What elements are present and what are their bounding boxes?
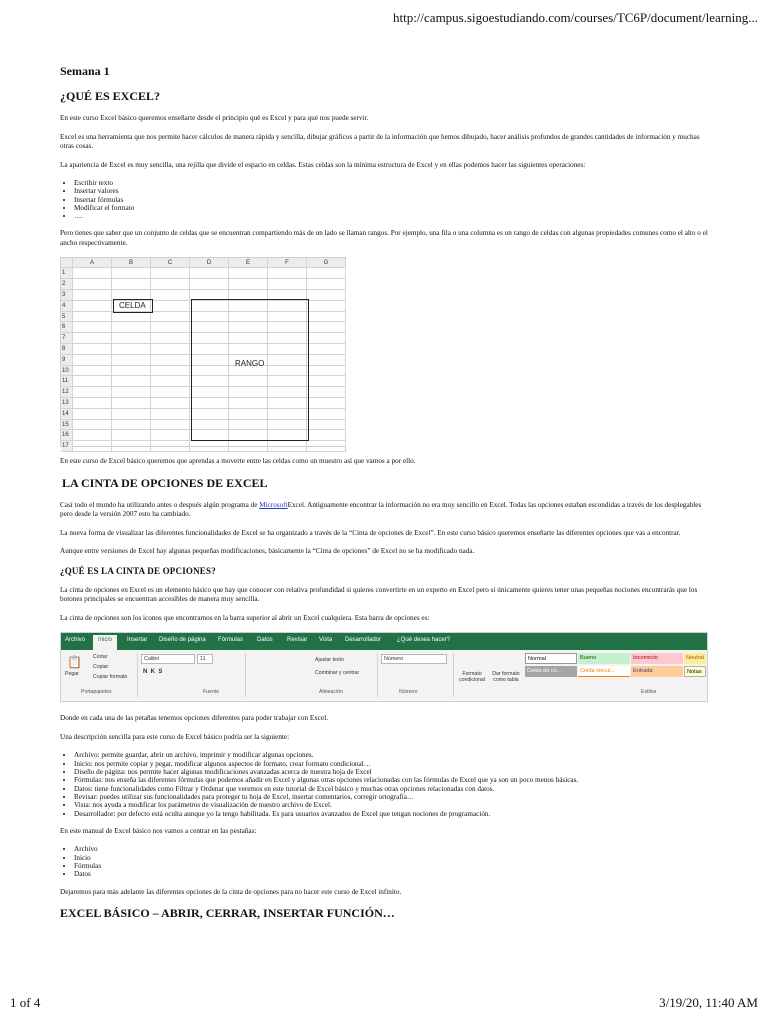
grid-cell	[151, 333, 190, 344]
font-style-buttons: N K S	[143, 669, 163, 676]
tab-formulas: Fórmulas	[218, 637, 244, 644]
grid-cell	[307, 430, 346, 441]
style-incorrecto: Incorrecto	[631, 653, 683, 664]
grid-cell	[73, 279, 112, 290]
row-header: 9	[61, 355, 73, 366]
column-header: E	[229, 258, 268, 268]
column-header: A	[73, 258, 112, 268]
cut-label: Cortar	[93, 654, 108, 661]
row-header: 4	[61, 301, 73, 312]
range-highlight-box	[191, 299, 309, 441]
grid-cell	[73, 387, 112, 398]
page-url: http://campus.sigoestudiando.com/courses/TC6P/document/learning...	[392, 10, 758, 25]
row-header: 10	[61, 366, 73, 377]
grid-cell	[229, 441, 268, 452]
grid-cell	[73, 409, 112, 420]
wrap-text-label: Ajustar texto	[315, 657, 344, 664]
list-item: • Archivo: permite guardar, abrir un archivo, imprimir y modificar algunas opciones.	[74, 751, 710, 759]
grid-cell	[112, 344, 151, 355]
group-numero: Número	[399, 689, 418, 696]
tab-archivo: Archivo	[65, 637, 86, 644]
paragraph-apariencia: La apariencia de Excel es muy sencilla, una rejilla que divide el espacio en celdas. Estas celdas son la mínima estructura de Excel y en ellas podemos hacer las siguientes operaciones:	[60, 160, 586, 169]
grid-cell	[112, 355, 151, 366]
grid-cell	[190, 441, 229, 452]
range-label: RANGO	[235, 359, 265, 369]
row-header: 15	[61, 420, 73, 431]
grid-cell	[307, 344, 346, 355]
row-header: 17	[61, 441, 73, 452]
grid-cell	[229, 268, 268, 279]
grid-cell	[73, 312, 112, 323]
text-fragment: Excel. Antiguamente encontrar la información no era muy sencillo en Excel. Todas las opciones estaban escondidas a través de los desplegables pero desde la versión 2007 esto ha cambiado.	[60, 500, 702, 519]
grid-cell	[112, 398, 151, 409]
grid-cell	[151, 387, 190, 398]
paragraph-manual: En este manual de Excel básico nos vamos a centrar en las pestañas:	[60, 826, 257, 835]
grid-cell	[151, 344, 190, 355]
grid-cell	[112, 279, 151, 290]
paragraph-descripcion: Una descripción sencilla para este curso de Excel básico podría ser la siguiente:	[60, 732, 290, 741]
grid-cell	[112, 441, 151, 452]
column-header: F	[268, 258, 307, 268]
heading-abrir-cerrar: EXCEL BÁSICO – ABRIR, CERRAR, INSERTAR FUNCIÓN…	[60, 906, 395, 921]
ribbon-separator	[137, 653, 138, 697]
grid-cell	[151, 290, 190, 301]
row-header: 3	[61, 290, 73, 301]
row-header: 2	[61, 279, 73, 290]
group-fuente: Fuente	[203, 689, 220, 696]
grid-cell	[151, 355, 190, 366]
grid-cell	[151, 441, 190, 452]
paragraph-petanas: Donde en cada una de las petañas tenemos opciones diferentes para poder trabajar con Excel.	[60, 714, 329, 723]
style-bueno: Bueno	[578, 653, 630, 664]
list-item: • Archivo	[74, 845, 710, 853]
grid-cell	[307, 409, 346, 420]
page-counter: 1 of 4	[10, 995, 41, 1010]
grid-cell	[307, 376, 346, 387]
font-name-box: Calibri	[141, 654, 195, 664]
tab-insertar: Insertar	[127, 637, 148, 644]
document-content	[60, 64, 710, 931]
format-as-table-label: Dar formato como tabla	[492, 671, 520, 684]
tab-que-desea-hacer: ¿Qué desea hacer?	[397, 637, 451, 644]
list-item: • Insertar fórmulas	[74, 196, 710, 204]
conditional-format-label: Formato condicional	[459, 671, 485, 684]
microsoft-link[interactable]: Microsoft	[259, 500, 288, 509]
grid-cell	[112, 322, 151, 333]
row-header: 11	[61, 376, 73, 387]
grid-cell	[112, 376, 151, 387]
grid-cell	[112, 430, 151, 441]
grid-cell	[73, 366, 112, 377]
grid-cell	[190, 268, 229, 279]
paragraph-cinta-basico: La cinta de opciones en Excel es un elemento básico que hay que conocer con relativa profundidad si quieres convertirte en un experto en Excel pero si únicamente quieres tener unas pequeñas nociones encontrarás que los botones principales se encuentran accesibles de manera muy sencilla.	[60, 585, 698, 604]
paragraph-dejaremos: Dejaremos para más adelante las diferentes opciones de la cinta de opciones para no hacer este curso de Excel infinito.	[60, 887, 402, 896]
list-item: • Fórmulas: nos enseña las diferentes fórmulas que podemos añadir en Excel y algunas otras opciones relacionadas con las fórmulas de Excel que ya son un poco menos básicas.	[74, 776, 710, 784]
group-estilos: Estilos	[641, 689, 657, 696]
operations-list	[60, 179, 710, 220]
row-header: 8	[61, 344, 73, 355]
cell-label: CELDA	[119, 301, 146, 311]
grid-cell	[73, 290, 112, 301]
grid-cell	[73, 376, 112, 387]
grid-cell	[307, 322, 346, 333]
tabs-description-list	[60, 751, 710, 817]
list-item: • Datos	[74, 870, 710, 878]
grid-cell	[112, 333, 151, 344]
heading-que-es-excel: ¿QUÉ ES EXCEL?	[60, 89, 161, 103]
grid-cell	[307, 441, 346, 452]
grid-cell	[307, 366, 346, 377]
grid-cell	[112, 420, 151, 431]
spreadsheet-grid-image	[60, 257, 346, 450]
grid-cell	[307, 387, 346, 398]
grid-cell	[151, 301, 190, 312]
list-item: • Insertar valores	[74, 187, 710, 195]
list-item: • Datos: tiene funcionalidades como Filtrar y Ordenar que veremos en este tutorial de Excel básico y muchas otras opciones relacionadas con datos.	[74, 785, 710, 793]
heading-que-es-cinta: ¿QUÉ ES LA CINTA DE OPCIONES?	[60, 565, 216, 576]
grid-cell	[73, 355, 112, 366]
merge-center-label: Combinar y centrar	[315, 670, 360, 677]
paragraph-herramienta: Excel es una herramienta que nos permite hacer cálculos de manera rápida y sencilla, dibujar gráficos a partir de la información que hemos dibujado, hacer análisis profundos de grandes cantidades de información y muchas otras cosas.	[60, 132, 700, 150]
grid-cell	[307, 301, 346, 312]
grid-cell	[307, 398, 346, 409]
column-header: C	[151, 258, 190, 268]
number-format-box: Número	[381, 654, 447, 664]
grid-cell	[73, 344, 112, 355]
list-item: • Modificar el formato	[74, 204, 710, 212]
paragraph-intro: En este curso Excel básico queremos enseñarte desde el principio qué es Excel y para qué nos puede servir.	[60, 114, 369, 122]
grid-cell	[190, 279, 229, 290]
print-datetime: 3/19/20, 11:40 AM	[659, 995, 758, 1010]
tab-datos: Datos	[257, 637, 273, 644]
list-item: • Inicio: nos permite copiar y pegar, modificar algunos aspectos de formato, crear formato condicional…	[74, 760, 710, 768]
row-header: 16	[61, 430, 73, 441]
grid-cell	[268, 268, 307, 279]
ribbon-separator	[453, 653, 454, 697]
font-size-box: 11	[197, 654, 213, 664]
tab-desarrollador: Desarrollador	[345, 637, 382, 644]
grid-cell	[73, 322, 112, 333]
column-header: G	[307, 258, 346, 268]
list-item: • Escribir texto	[74, 179, 710, 187]
grid-cell	[151, 420, 190, 431]
row-header: 5	[61, 312, 73, 323]
grid-cell	[73, 430, 112, 441]
tab-revisar: Revisar	[287, 637, 308, 644]
grid-cell	[73, 333, 112, 344]
focus-tabs-list	[60, 845, 710, 878]
list-item: • Diseño de página: nos permite hacer algunas modificaciones avanzadas acerca de nuestra hoja de Excel	[74, 768, 710, 776]
grid-cell	[151, 312, 190, 323]
group-alineacion: Alineación	[319, 689, 343, 696]
grid-cell	[151, 268, 190, 279]
grid-cell	[73, 301, 112, 312]
tab-vista: Vista	[319, 637, 333, 644]
grid-cell	[307, 290, 346, 301]
paste-label: Pegar	[65, 671, 79, 678]
style-celda-comprobacion: Celda de co...	[525, 666, 577, 677]
grid-cell	[268, 441, 307, 452]
row-header: 7	[61, 333, 73, 344]
tab-inicio: Inicio	[93, 635, 117, 650]
grid-cell	[307, 420, 346, 431]
copy-format-label: Copiar formato	[93, 674, 128, 681]
ribbon-separator	[377, 653, 378, 697]
text-fragment: Casi todo el mundo ha utilizando antes o después algún programa de	[60, 500, 260, 509]
grid-cell	[112, 268, 151, 279]
grid-cell	[112, 366, 151, 377]
grid-cell	[307, 279, 346, 290]
grid-corner	[61, 258, 73, 268]
grid-cell	[151, 376, 190, 387]
grid-cell	[307, 333, 346, 344]
list-item: • Desarrollador: por defecto está oculta aunque yo la tengo habilitada. Es para usuarios avanzados de Excel que tengan nociones de programación.	[74, 810, 710, 818]
paragraph-microsoft	[60, 501, 710, 520]
excel-ribbon-image	[60, 632, 708, 702]
grid-cell	[151, 398, 190, 409]
ribbon-tab-bar	[61, 633, 707, 650]
paragraph-cinta-iconos: La cinta de opciones son los iconos que encontramos en la barra superior al abrir un Excel cualquiera. Esta barra de opciones es:	[60, 613, 430, 622]
column-header: D	[190, 258, 229, 268]
week-title: Semana 1	[60, 64, 110, 78]
copy-label: Copiar	[93, 664, 109, 671]
list-item: • Inicio	[74, 854, 710, 862]
style-normal: Normal	[525, 653, 577, 664]
grid-cell	[307, 355, 346, 366]
grid-cell	[73, 398, 112, 409]
style-neutral: Neutral	[684, 653, 706, 664]
grid-cell	[73, 441, 112, 452]
list-item: • Revisar: puedes utilizar sus funcionalidades para proteger tu hoja de Excel, insertar comentarios, corregir ortografía…	[74, 793, 710, 801]
grid-cell	[112, 387, 151, 398]
list-item: • Vista: nos ayuda a modificar los parámetros de visualización de nuestro archivo de Excel.	[74, 801, 710, 809]
style-celda-vinculada: Celda vincul...	[578, 666, 630, 677]
grid-cell	[73, 268, 112, 279]
tab-diseno: Diseño de página	[159, 637, 206, 644]
grid-cell	[73, 420, 112, 431]
heading-cinta-opciones: LA CINTA DE OPCIONES DE EXCEL	[62, 475, 268, 490]
paragraph-nueva-forma: La nueva forma de visualizar las diferentes funcionalidades de Excel se ha organizado a través de la “Cinta de opciones de Excel”. En este curso básico queremos enseñarte las diferentes opciones que vas a encontrar.	[60, 528, 681, 537]
grid-cell	[307, 312, 346, 323]
paragraph-moverte: En este curso de Excel básico queremos que aprendas a moverte entre las celdas como un muestro así que vamos a por ello.	[60, 457, 416, 466]
grid-cell	[112, 409, 151, 420]
row-header: 1	[61, 268, 73, 279]
grid-cell	[229, 279, 268, 290]
row-header: 6	[61, 322, 73, 333]
row-header: 13	[61, 398, 73, 409]
column-header: B	[112, 258, 151, 268]
group-portapapeles: Portapapeles	[81, 689, 112, 696]
grid-cell	[151, 409, 190, 420]
style-notas: Notas	[684, 666, 706, 677]
paragraph-rangos: Pero tienes que saber que un conjunto de celdas que se encuentran compartiendo más de un lado se llaman rangos. Por ejemplo, una fila o una columna es un rango de celdas con algunas propiedades comunes como el alto o el ancho respectivamente.	[60, 229, 708, 247]
grid-cell	[151, 430, 190, 441]
grid-cell	[268, 279, 307, 290]
ribbon-separator	[245, 653, 246, 697]
row-header: 14	[61, 409, 73, 420]
grid-cell	[307, 268, 346, 279]
style-entrada: Entrada	[631, 666, 683, 677]
paste-icon: 📋	[67, 655, 82, 670]
grid-cell	[151, 366, 190, 377]
grid-cell	[151, 322, 190, 333]
paragraph-versiones: Aunque entre versiones de Excel hay algunas pequeñas modificaciones, básicamente la “Cinta de opciones” de Excel no se ha modificado nada.	[60, 547, 475, 556]
list-item: • Fórmulas	[74, 862, 710, 870]
grid-cell	[151, 279, 190, 290]
list-item: • ….	[74, 212, 710, 220]
row-header: 12	[61, 387, 73, 398]
